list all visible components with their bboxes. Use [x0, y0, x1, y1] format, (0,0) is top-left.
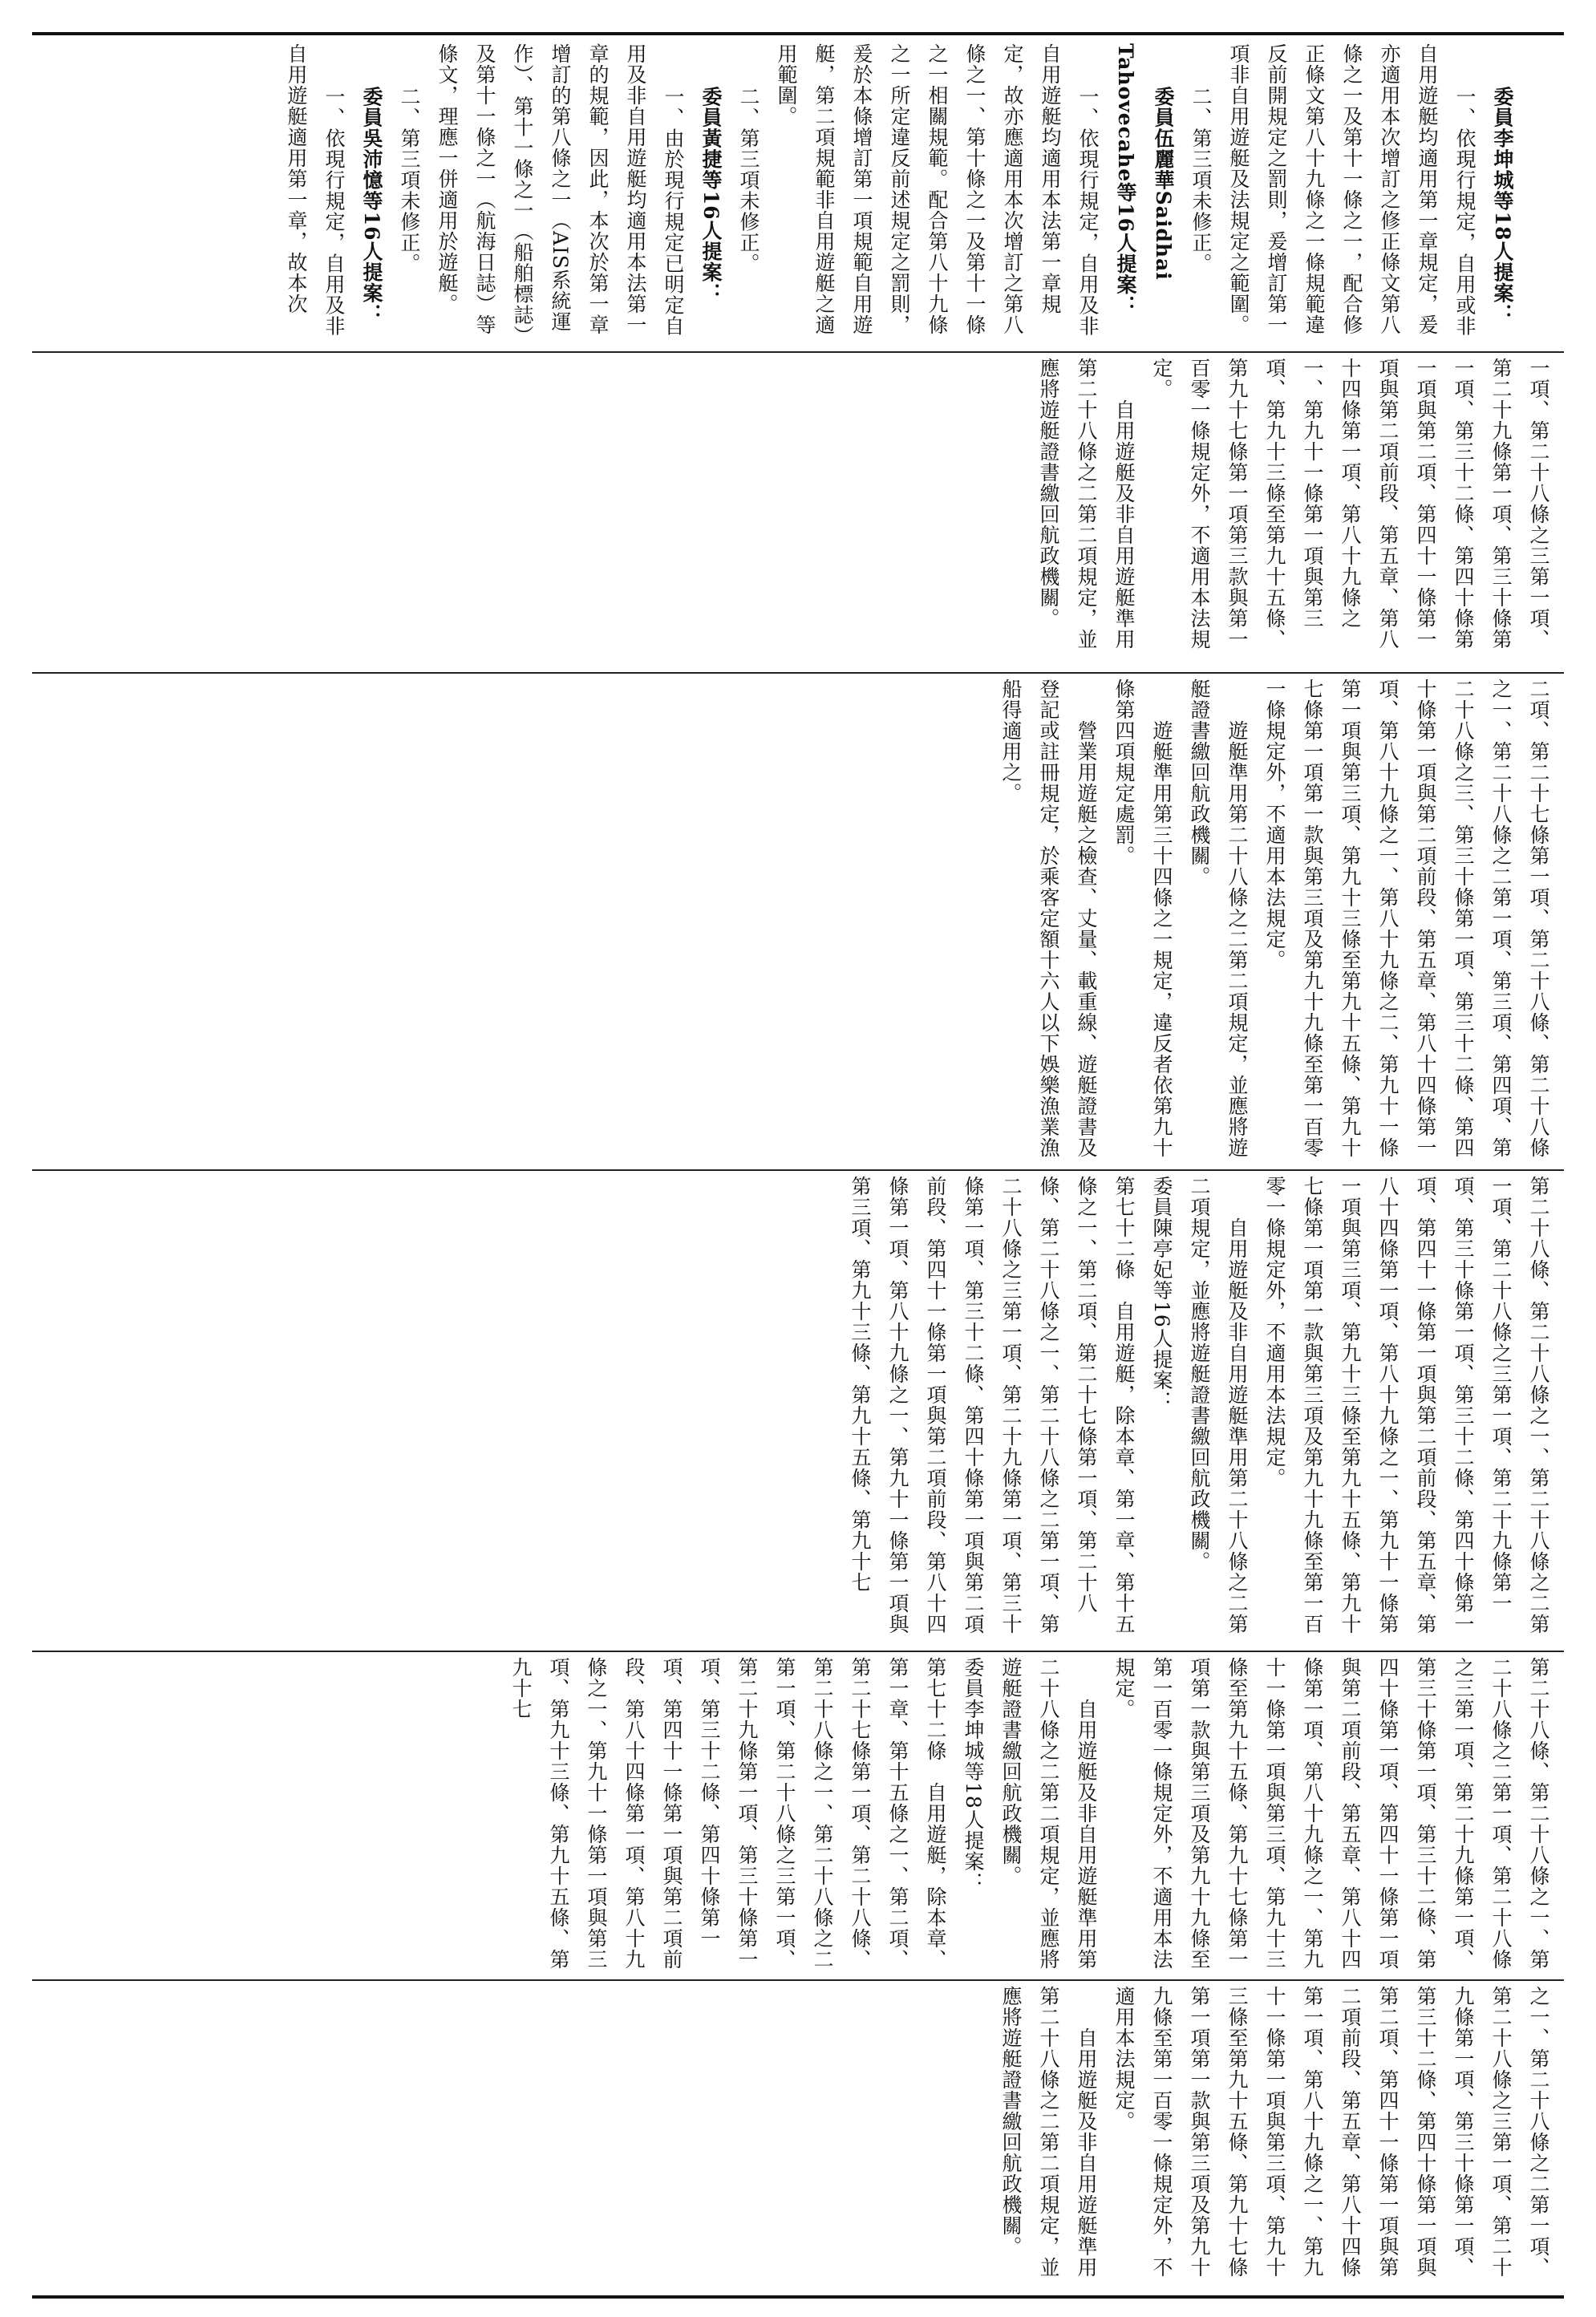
- proposal-head-7: 委員吳沛憶等16人提案：: [360, 86, 383, 325]
- row-5-text: 第二十八條、第二十八條之一、第二十八條之二第一項、第二十八條之三第一項、第二十九條第一項、第三十條第一項、第三十二條、第四十條第一項、第四十一條第一項與第二項前段、第五章、第八十四條第一項、第八十九條之一、第九十一條第一項與第三項、第九十三條至第九十五條、第九十七條第一項第一款與第三項及第九十九條至第一百零一條規定外，不適用本法規定。 自用遊艇及非自用遊艇準用第二十八條之二第二項規定，並應將遊艇證書繳回航政機關。 委員李坤城等18人提案： 第七十二條 自用遊艇，除本章、第一章、第十五條之一、第二項、第二十七條第一項、第二十八條、第二十八條之一、第二十八條之二第一項、第二十八條之三第一項、第二十九條第一項、第三十條第一項、第三十二條、第四十條第一項、第四十一條第一項與第二項前段、第八十四條第一項、第八十九條之一、第九十一條第一項與第三項、第九十三條、第九十五條、第九十七: [509, 1657, 1550, 1970]
- top-rule: [32, 32, 1564, 35]
- row-6: [32, 1979, 1564, 2297]
- row-2-text: 一項、第二十八條之三第一項、第二十九條第一項、第三十條第一項、第三十二條、第四十條第一項與第二項、第四十一條第一項與第二項前段、第五章、第八十四條第一項、第八十九條之一、第九十一條第一項與第三項、第九十三條至第九十五條、第九十七條第一項第三款與第一百零一條規定外，不適用本法規定。 自用遊艇及非自用遊艇準用第二十八條之二第二項規定，並應將遊艇證書繳回航政機關。: [1037, 358, 1550, 650]
- proposal-text-3: 一、依現行規定，自用及非自用遊艇均適用本法第一章規定，故亦應適用本次增訂之第八條之一、第十條之一及第十一條之一相關規範。配合第八十九條之一所定違反前述規定之罰則，爰於本條增訂第一項規範自用遊艇，第二項規範非自用遊艇之適用範圍。: [775, 43, 1100, 337]
- proposal-head-3: 委員伍麗華Saidhai Tahovecahe等16人提案：: [1114, 43, 1175, 316]
- proposal-text-2: 二、第三項未修正。: [1189, 86, 1213, 274]
- bottom-rule: [32, 2295, 1564, 2299]
- row-4-text: 第二十八條、第二十八條之一、第二十八條之二第一項、第二十八條之三第一項、第二十九條第一項、第三十條第一項、第三十二條、第四十條第一項、第四十一條第一項與第二項前段、第五章、第八十四條第一項、第八十九條之一、第九十一條第一項與第三項、第九十三條至第九十五條、第九十七條第一項第一款與第三項及第九十九條至第一百零一條規定外，不適用本法規定。 自用遊艇及非自用遊艇準用第二十八條之二第二項規定，並應將遊艇證書繳回航政機關。 委員陳亭妃等16人提案： 第七十二條 自用遊艇，除本章、第一章、第十五條之一、第二項、第二十七條第一項、第二十八條、第二十八條之一、第二十八條之二第一項、第二十八條之三第一項、第二十九條第一項、第三十條第一項、第三十二條、第四十條第一項與第二項前段、第四十一條第一項與第二項前段、第八十四條第一項、第八十九條之一、第九十一條第一項與第三項、第九十三條、第九十五條、第九十七: [849, 1176, 1550, 1634]
- proposal-head-1: 委員李坤城等18人提案：: [1491, 86, 1514, 325]
- row-3: [32, 672, 1564, 1171]
- row-6-text: 之一、第二十八條之二第一項、第二十八條之三第一項、第二十九條第一項、第三十條第一項、第三十二條、第四十條第一項與第二項、第四十一條第一項與第二項前段、第五章、第八十四條第一項、第八十九條之一、第九十一條第一項與第三項、第九十三條至第九十五條、第九十七條第一項第一款與第三項及第九十九條至第一百零一條規定外，不適用本法規定。 自用遊艇及非自用遊艇準用第二十八條之二第二項規定，並應將遊艇證書繳回航政機關。: [999, 1986, 1550, 2278]
- proposal-head-5: 委員黃捷等16人提案：: [699, 86, 723, 304]
- row-3-text: 二項、第二十七條第一項、第二十八條、第二十八條之一、第二十八條之二第一項、第三項、第四項、第二十八條之三、第三十條第一項、第三十二條、第四十條第一項與第二項前段、第五章、第八十四條第一項、第八十九條之一、第八十九條之二、第九十一條第一項與第三項、第九十三條至第九十五條、第九十七條第一項第一款與第三項及第九十九條至第一百零一條規定外，不適用本法規定。 遊艇準用第二十八條之二第二項規定，並應將遊艇證書繳回航政機關。 遊艇準用第三十四條之一規定，違反者依第九十條第四項規定處罰。 營業用遊艇之檢查、丈量、載重線、遊艇證書及登記或註冊規定，於乘客定額十六人以下娛樂漁業漁船得適用之。: [999, 678, 1550, 1158]
- proposal-text-5: 一、由於現行規定已明定自用及非自用遊艇均適用本法第一章的規範，因此，本次於第一章增訂的第八條之一（AIS系統運作）、第十一條之一（船舶標誌）及第十一條之一（航海日誌）等條文，理應一併適用於遊艇。: [435, 43, 685, 346]
- row-4: [32, 1169, 1564, 1652]
- proposal-text-4: 二、第三項未修正。: [737, 86, 760, 274]
- row-proposals: [32, 38, 1564, 351]
- row-5: [32, 1651, 1564, 1981]
- proposals-text: [38, 43, 1559, 346]
- proposal-text-7: 一、依現行規定，自用及非自用遊艇適用第一章，故本次: [285, 43, 346, 337]
- proposal-text-1: 一、依現行規定，自用或非自用遊艇均適用第一章規定，爰亦適用本次增訂之修正條文第八條之一及第十一條之一，配合修正條文第八十九條之一條規範違反前開規定之罰則，爰增訂第一項非自用遊艇及法規定之範圍。: [1227, 43, 1477, 337]
- row-2: [32, 351, 1564, 674]
- proposal-text-6: 二、第三項未修正。: [398, 86, 421, 274]
